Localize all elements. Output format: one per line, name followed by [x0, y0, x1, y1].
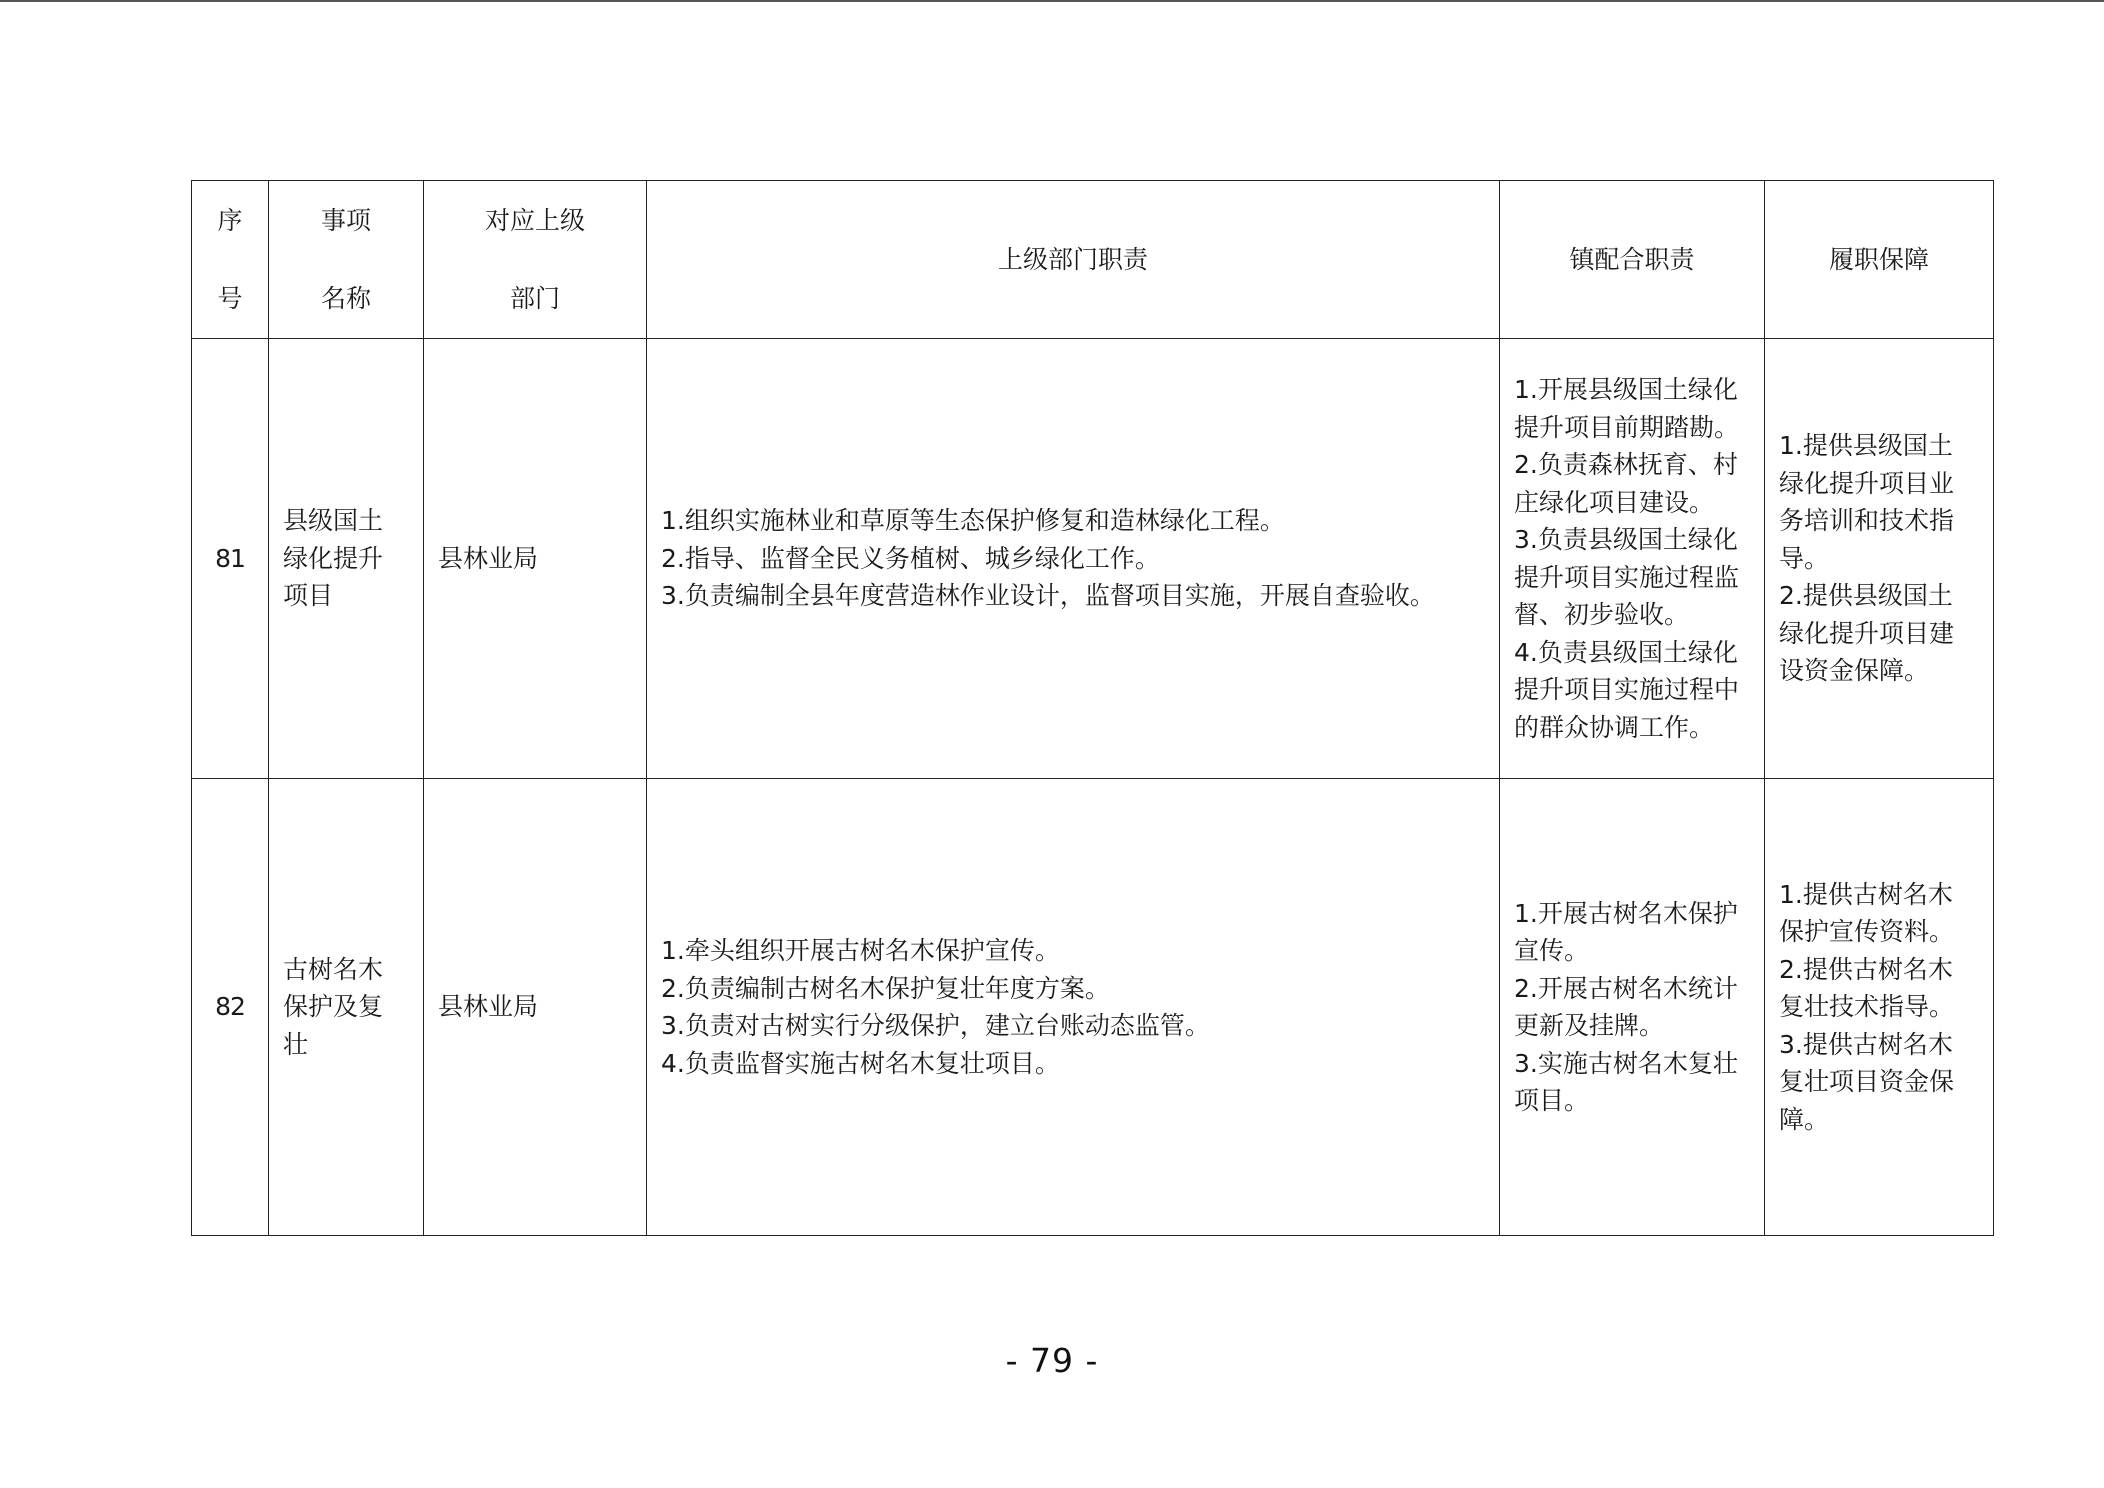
table-row	[192, 779, 1994, 1236]
guarantee-line: 设资金保障。	[1779, 656, 1930, 686]
header-dept-line2: 部门	[509, 283, 560, 313]
town-duty-line: 提升项目实施过程监	[1514, 562, 1740, 592]
table-row	[192, 339, 1994, 779]
town-duty-line: 项目。	[1514, 1086, 1590, 1115]
row-town-duty	[1500, 339, 1765, 779]
town-duty-line: 4.负责县级国土绿化	[1514, 637, 1738, 667]
guarantee-line: 2.提供古树名木	[1779, 954, 1953, 984]
row-seq: 82	[192, 779, 269, 1236]
guarantee-line: 障。	[1779, 1104, 1830, 1134]
header-seq-line1: 序	[217, 205, 243, 235]
duty-line: 1.牵头组织开展古树名木保护宣传。	[661, 936, 1060, 965]
header-upper-duty: 上级部门职责	[647, 181, 1500, 339]
header-guarantee: 履职保障	[1765, 181, 1994, 339]
header-dept-line1: 对应上级	[484, 205, 585, 235]
header-seq-line2: 号	[217, 283, 243, 313]
row-seq: 81	[192, 339, 269, 779]
top-border-line	[0, 0, 2104, 2]
town-duty-line: 更新及挂牌。	[1514, 1011, 1665, 1040]
duty-line: 3.负责对古树实行分级保护，建立台账动态监管。	[661, 1011, 1210, 1040]
item-line: 壮	[283, 1029, 309, 1059]
guarantee-line: 复壮技术指导。	[1779, 992, 1955, 1022]
guarantee-line: 1.提供古树名木	[1779, 879, 1953, 909]
row-item-name	[269, 779, 424, 1236]
guarantee-line: 保护宣传资料。	[1779, 917, 1955, 947]
town-duty-line: 宣传。	[1514, 936, 1590, 965]
duty-line: 4.负责监督实施古树名木复壮项目。	[661, 1048, 1060, 1078]
duty-table	[191, 180, 1994, 1236]
header-item-line2: 名称	[320, 283, 371, 313]
row-upper-duty	[647, 779, 1500, 1236]
row-dept: 县林业局	[424, 779, 647, 1236]
row-upper-duty	[647, 339, 1500, 779]
town-duty-line: 1.开展县级国土绿化	[1514, 375, 1738, 404]
town-duty-line: 2.开展古树名木统计	[1514, 973, 1738, 1003]
town-duty-line: 3.实施古树名木复壮	[1514, 1048, 1738, 1078]
item-line: 古树名木	[283, 954, 384, 984]
guarantee-line: 绿化提升项目建	[1779, 618, 1955, 648]
duty-line: 2.指导、监督全民义务植树、城乡绿化工作。	[661, 543, 1160, 573]
town-duty-line: 3.负责县级国土绿化	[1514, 525, 1738, 554]
header-town-duty: 镇配合职责	[1500, 181, 1765, 339]
item-line: 县级国土	[283, 506, 384, 536]
guarantee-line: 务培训和技术指	[1779, 506, 1955, 536]
header-item-name	[269, 181, 424, 339]
duty-line: 1.组织实施林业和草原等生态保护修复和造林绿化工程。	[661, 506, 1285, 536]
guarantee-line: 1.提供县级国土	[1779, 431, 1953, 461]
header-item-line1: 事项	[320, 205, 371, 235]
guarantee-line: 2.提供县级国土	[1779, 581, 1953, 611]
guarantee-line: 绿化提升项目业	[1779, 468, 1955, 498]
guarantee-line: 导。	[1779, 543, 1830, 573]
town-duty-line: 庄绿化项目建设。	[1514, 487, 1715, 517]
row-guarantee	[1765, 779, 1994, 1236]
item-line: 项目	[283, 581, 334, 611]
town-duty-line: 提升项目前期踏勘。	[1514, 412, 1740, 442]
town-duty-line: 督、初步验收。	[1514, 600, 1690, 629]
duty-line: 2.负责编制古树名木保护复壮年度方案。	[661, 973, 1110, 1003]
town-duty-line: 提升项目实施过程中	[1514, 675, 1740, 704]
item-line: 绿化提升	[283, 543, 384, 573]
row-guarantee	[1765, 339, 1994, 779]
town-duty-line: 的群众协调工作。	[1514, 712, 1715, 742]
header-dept	[424, 181, 647, 339]
page-number: - 79 -	[1005, 1341, 1099, 1380]
guarantee-line: 复壮项目资金保	[1779, 1067, 1955, 1097]
town-duty-line: 1.开展古树名木保护	[1514, 898, 1738, 928]
table-header-row	[192, 181, 1994, 339]
row-item-name	[269, 339, 424, 779]
item-line: 保护及复	[283, 992, 384, 1022]
town-duty-line: 2.负责森林抚育、村	[1514, 450, 1738, 479]
row-town-duty	[1500, 779, 1765, 1236]
guarantee-line: 3.提供古树名木	[1779, 1029, 1953, 1059]
row-dept: 县林业局	[424, 339, 647, 779]
header-seq	[192, 181, 269, 339]
duty-line: 3.负责编制全县年度营造林作业设计，监督项目实施，开展自查验收。	[661, 581, 1435, 611]
